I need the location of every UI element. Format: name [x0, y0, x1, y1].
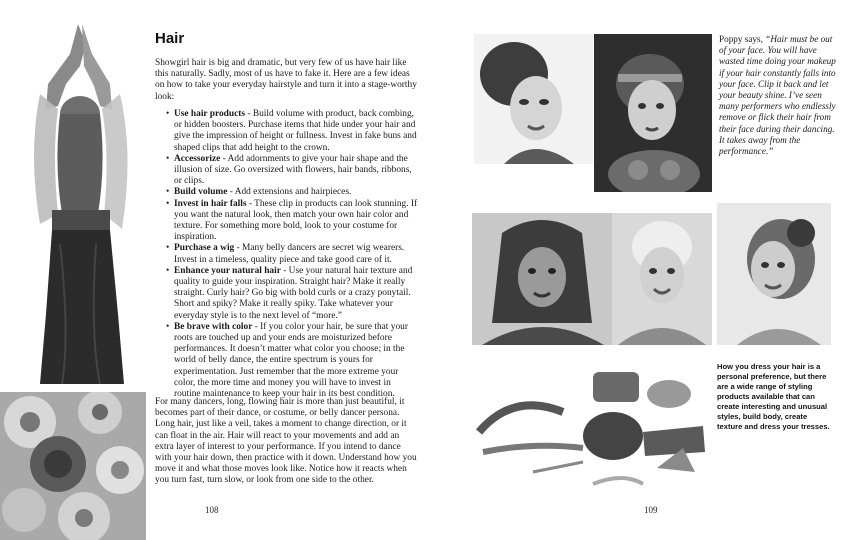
hair-accessories-photo [473, 352, 711, 490]
intro-paragraph: Showgirl hair is big and dramatic, but very few of us have hair like this naturally. Sadly, most of us have to fake it. Here are a few ideas on how to take your everyday hairstyle and turn it into a stage-worthy look: [155, 58, 417, 102]
tip-text: - These clip in products can look stunning. If you want the natural look, then match your own hair color and texture. For something more bold, look to your costume for inspiration. [174, 198, 418, 243]
tip-term: Accessorize [174, 153, 221, 164]
tip-text: - Add extensions and hairpieces. [227, 187, 352, 198]
tip-term: Build volume [174, 187, 228, 198]
tip-text: - Many belly dancers are secret wig wearers. Invest in a timeless, quality piece and take good care of it. [174, 243, 405, 265]
tip-term: Purchase a wig [174, 243, 235, 254]
portrait-photo-2 [594, 34, 712, 192]
tip-term: Use hair products [174, 109, 246, 119]
bullet-icon: • [166, 198, 170, 209]
list-item [166, 243, 418, 265]
list-item [166, 266, 418, 322]
tip-term: Be brave with color [174, 321, 253, 332]
portrait-photo-5 [717, 203, 831, 345]
poppy-quote [719, 34, 837, 157]
tip-term: Enhance your natural hair [174, 265, 281, 276]
portrait-photo-4 [612, 213, 712, 345]
portrait-photo-1 [474, 34, 593, 164]
bullet-icon: • [166, 187, 170, 198]
bullet-icon: • [166, 109, 170, 119]
bullet-icon: • [166, 243, 170, 254]
hair-tips-list [166, 109, 418, 400]
quote-attribution: Poppy says, [719, 34, 766, 44]
bullet-icon: • [166, 265, 170, 276]
tip-text: - Build volume with product, back combing, or hidden boosters. Purchase items that hide under your hair and give the impression of height or fullness. Invest in fake buns and shaped clips that add height to the crown. [174, 109, 417, 153]
page-number-left: 108 [205, 505, 219, 515]
photo-caption: How you dress your hair is a personal preference, but there are a wide range of styling products available that can create interesting and unusual styles, build body, create texture and dress your tresses. [717, 362, 830, 431]
list-item [166, 154, 418, 188]
tip-text: - Add adornments to give your hair shape and the illusion of size. Go oversized with flowers, hair bands, ribbons, or clips. [174, 153, 412, 187]
list-item [166, 109, 418, 154]
list-item [166, 199, 418, 244]
hair-flowers-photo [0, 392, 146, 540]
page-number-right: 109 [644, 505, 658, 515]
tip-term: Invest in hair falls [174, 198, 247, 209]
portrait-photo-3 [472, 213, 614, 345]
section-heading: Hair [155, 30, 185, 47]
tip-text: - Use your natural hair texture and quality to guide your inspiration. Straight hair? Make it really straight. Curly hair? Go big with bold curls or a crazy ponytail. Short and spiky? Make it really spiky. Take whatever your everyday style is to the next level of “more.” [174, 265, 413, 321]
quote-text: “Hair must be out of your face. You will have wasted time doing your makeup if your hair constantly falls into your face. Clip it back and let your beauty shine. I’ve seen many performers who endlessly remove or flick their hair from their face during their dancing. It takes away from the performance.” [719, 34, 836, 157]
tip-text: - If you color your hair, be sure that your roots are touched up and your ends are moisturized before performances. It doesn’t matter what color you choose; in the world of belly dance, the entire spectrum is yours for experimentation. Just remember that the more extreme your color, the more time and money you will have to invest in routine maintenance to keep your hair in its best condition. [174, 321, 408, 400]
bullet-icon: • [166, 153, 170, 164]
list-item [166, 187, 418, 198]
bullet-icon: • [166, 321, 170, 332]
closing-paragraph: For many dancers, long, flowing hair is more than just beautiful, it becomes part of their dance, or costume, or belly dancer persona. Long hair, just like a veil, takes a moment to change direction, or it can float in the air. Hair will react to your movements and add an extra layer of interest to your performance. If you intend to dance with your hair down, then practice with it down. Understand how you move it and what those moves look like. Notice how it reacts when you turn fast, turn slow, or look from one side to the other. [155, 397, 417, 486]
dancer-back-photo [0, 14, 146, 384]
list-item [166, 322, 418, 400]
